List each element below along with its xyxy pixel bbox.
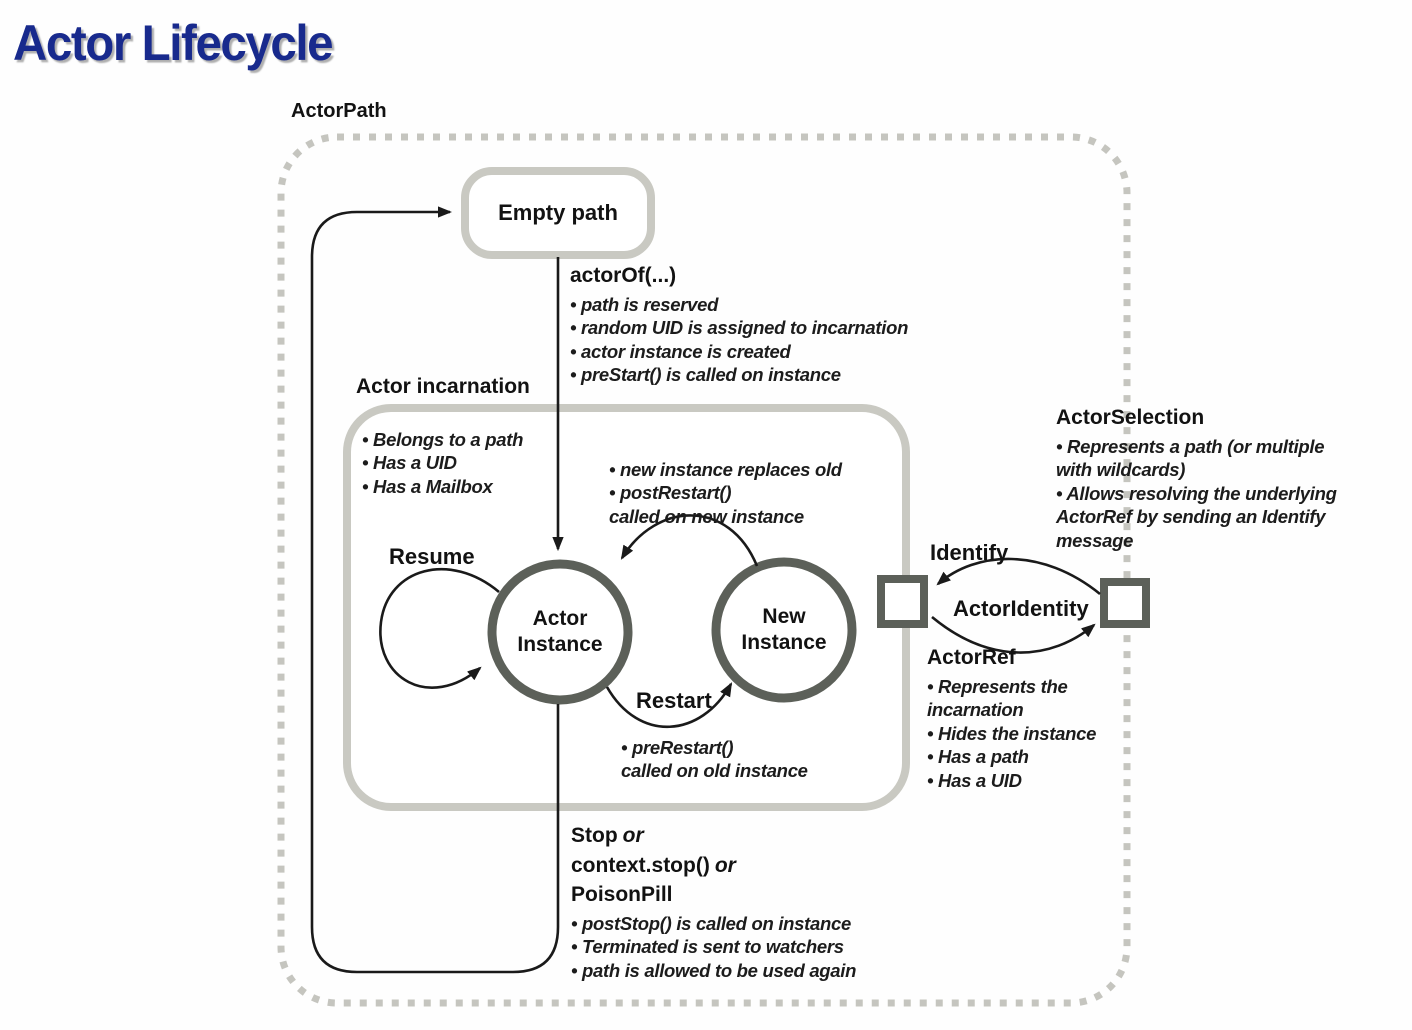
page-title: Actor Lifecycle bbox=[13, 15, 333, 71]
actorof-bullet: • actor instance is created bbox=[570, 340, 791, 362]
new-instance-label bbox=[712, 558, 856, 702]
actorof-bullet: • preStart() is called on instance bbox=[570, 364, 841, 386]
incarnation-bullet: • Has a UID bbox=[362, 452, 457, 474]
actor-incarnation-label: Actor incarnation bbox=[356, 375, 530, 398]
actorselection-line: message bbox=[1056, 529, 1134, 551]
actorselection-square bbox=[1104, 582, 1146, 624]
identify-label: Identify bbox=[930, 540, 1009, 565]
actorref-line: • Hides the instance bbox=[927, 722, 1097, 744]
empty-path-label: Empty path bbox=[498, 200, 618, 225]
new-instance-line1: New bbox=[762, 604, 806, 628]
post-restart-line: • new instance replaces old bbox=[609, 459, 842, 480]
stop-or: or bbox=[622, 824, 644, 847]
actor-instance-label bbox=[488, 560, 632, 704]
actorref-line: • Has a path bbox=[927, 746, 1029, 768]
actorof-bullet: • random UID is assigned to incarnation bbox=[570, 317, 909, 339]
actorref-square bbox=[881, 579, 924, 624]
stop-bullets bbox=[571, 912, 856, 982]
actorpath-label: ActorPath bbox=[291, 100, 387, 122]
new-instance-line2: Instance bbox=[741, 631, 827, 654]
actorselection-bullets bbox=[1056, 435, 1337, 552]
actorref-line: incarnation bbox=[927, 699, 1024, 721]
actorref-heading: ActorRef bbox=[927, 646, 1016, 669]
pre-restart-note bbox=[621, 736, 808, 783]
actorof-bullet: • path is reserved bbox=[570, 294, 719, 315]
actor-instance-line2: Instance bbox=[517, 633, 603, 656]
stop-bullet: • path is allowed to be used again bbox=[571, 959, 857, 981]
actorselection-line: ActorRef by sending an Identify bbox=[1056, 506, 1326, 528]
stop-heading bbox=[571, 821, 736, 910]
poisonpill-keyword: PoisonPill bbox=[571, 883, 673, 906]
stop-heading-line bbox=[571, 880, 736, 910]
stop-bullet: • Terminated is sent to watchers bbox=[571, 936, 844, 958]
stop-heading-line bbox=[571, 821, 736, 851]
actorref-line: • Represents the bbox=[927, 676, 1068, 697]
actorselection-heading: ActorSelection bbox=[1056, 406, 1205, 429]
incarnation-bullet: • Has a Mailbox bbox=[362, 475, 493, 497]
post-restart-line: • postRestart() bbox=[609, 482, 732, 504]
stop-keyword: Stop bbox=[571, 824, 618, 847]
actorof-bullets bbox=[570, 293, 908, 387]
stop-heading-line bbox=[571, 851, 736, 881]
actoridentity-label: ActorIdentity bbox=[953, 596, 1089, 621]
context-stop-keyword: context.stop() bbox=[571, 853, 710, 877]
post-restart-line: called on new instance bbox=[609, 505, 804, 527]
pre-restart-line: called on old instance bbox=[621, 760, 808, 782]
stop-bullet: • postStop() is called on instance bbox=[571, 913, 851, 934]
pre-restart-line: • preRestart() bbox=[621, 737, 734, 758]
post-restart-note bbox=[609, 458, 842, 528]
restart-label: Restart bbox=[636, 688, 712, 713]
actorref-bullets bbox=[927, 675, 1096, 792]
actorof-heading: actorOf(...) bbox=[570, 264, 677, 287]
stop-or: or bbox=[714, 853, 736, 877]
incarnation-bullet: • Belongs to a path bbox=[362, 429, 524, 450]
resume-label: Resume bbox=[389, 544, 475, 569]
actorselection-line: with wildcards) bbox=[1056, 459, 1186, 481]
actorref-line: • Has a UID bbox=[927, 769, 1022, 791]
actor-incarnation-bullets bbox=[362, 428, 523, 498]
actorselection-line: • Represents a path (or multiple bbox=[1056, 436, 1325, 457]
actor-instance-line1: Actor bbox=[532, 606, 588, 630]
actorselection-line: • Allows resolving the underlying bbox=[1056, 482, 1337, 504]
